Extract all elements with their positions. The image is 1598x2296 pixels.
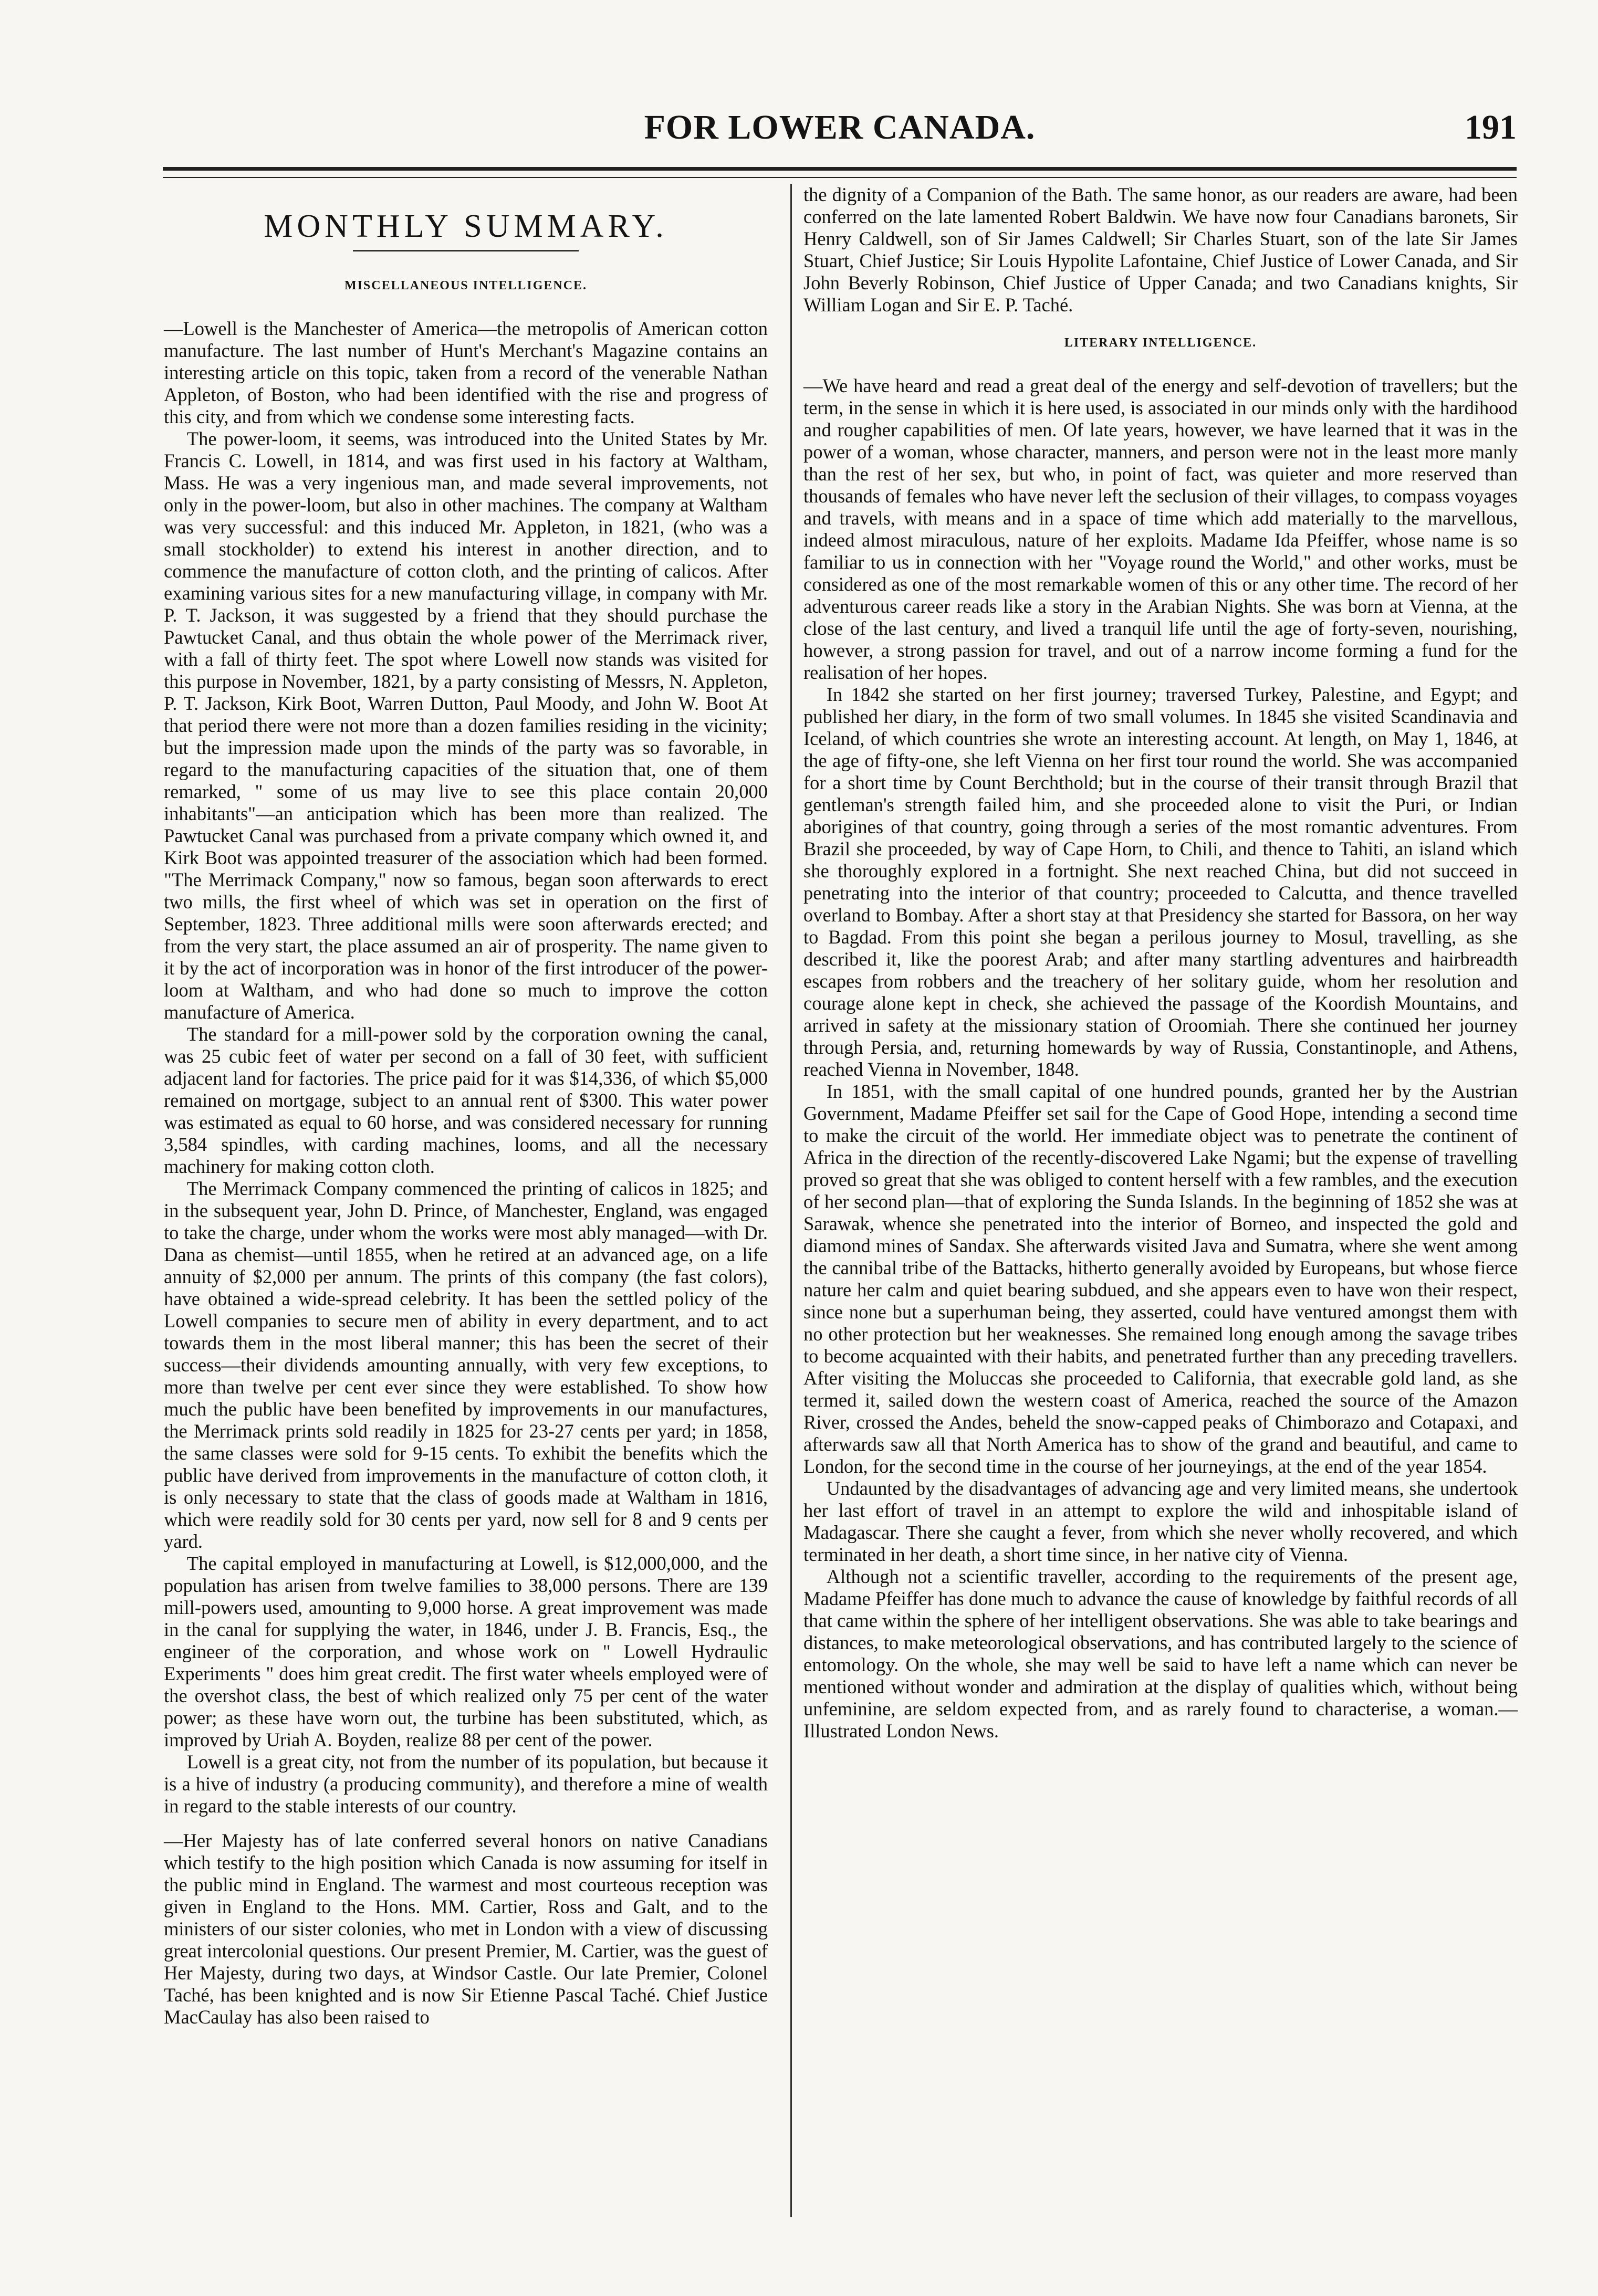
section-head-miscellaneous: MISCELLANEOUS INTELLIGENCE. bbox=[344, 279, 588, 292]
running-head: FOR LOWER CANADA. bbox=[644, 108, 1036, 146]
paragraph: Undaunted by the disadvantages of advancing age and very limited means, she undertook her last effort of travel in an attempt to explore the wild and inhospitable island of Madagascar. There she caught a fever, from which she never wholly recovered, and which terminated in her death, a short time since, in her native city of Vienna. bbox=[803, 1477, 1518, 1565]
spacer bbox=[164, 1817, 768, 1830]
paragraph: —We have heard and read a great deal of the energy and self-devotion of travellers; but the term, in the sense in which it is here used, is associated in our minds only with the hardihood and rougher capabilities of men. Of late years, however, we have learned that it was in the power of a woman, whose character, manners, and person were not in the least more manly than the rest of her sex, but who, in point of fact, was quieter and more reserved than thousands of females who have never left the seclusion of their villages, to compass voyages and travels, with means and in a space of time which add materially to the marvellous, indeed almost miraculous, nature of her exploits. Madame Ida Pfeiffer, whose name is so familiar to us in connection with her "Voyage round the World," and other works, must be considered as one of the most remarkable women of this or any other time. The record of her adventurous career reads like a story in the Arabian Nights. She was born at Vienna, at the close of the last century, and lived a tranquil life until the age of forty-seven, nourishing, however, a strong passion for travel, and out of a narrow income forming a fund for the realisation of her hopes. bbox=[803, 375, 1518, 683]
paragraph: The power-loom, it seems, was introduced into the United States by Mr. Francis C. Lowell, in 1814, and was first used in his factory at Waltham, Mass. He was a very ingenious man, and made several improvements, not only in the power-loom, but also in other machines. The company at Waltham was very successful: and this induced Mr. Appleton, in 1821, (who was a small stockholder) to extend his interest in another direction, and to commence the manufacture of cotton cloth, and the printing of calicos. After examining various sites for a new manufacturing village, in company with Mr. P. T. Jackson, it was suggested by a friend that they should purchase the Pawtucket Canal, and thus obtain the whole power of the Merrimack river, with a fall of thirty feet. The spot where Lowell now stands was visited for this purpose in November, 1821, by a party consisting of Messrs, N. Appleton, P. T. Jackson, Kirk Boot, Warren Dutton, Paul Moody, and John W. Boot At that period there were not more than a dozen families residing in the vicinity; but the impression made upon the minds of the party was so favorable, in regard to the manufacturing capacities of the situation that, one of them remarked, " some of us may live to see this place contain 20,000 inhabitants"—an anticipation which has been more than realized. The Pawtucket Canal was purchased from a private company which owned it, and Kirk Boot was appointed treasurer of the association which had been formed. "The Merrimack Company," now so famous, began soon afterwards to erect two mills, the first wheel of which was set in operation on the first of September, 1823. Three additional mills were soon afterwards erected; and from the very start, the place assumed an air of prosperity. The name given to it by the act of incorporation was in honor of the first introducer of the power-loom at Waltham, and who had done so much to improve the cotton manufacture of America. bbox=[164, 428, 768, 1023]
title-rule bbox=[353, 250, 579, 251]
page-number: 191 bbox=[1465, 108, 1517, 146]
left-column bbox=[164, 184, 768, 2028]
header-rule-thin bbox=[163, 177, 1517, 178]
paragraph: The standard for a mill-power sold by the corporation owning the canal, was 25 cubic feet of water per second on a fall of 30 feet, with sufficient adjacent land for factories. The price paid for it was $14,336, of which $5,000 remained on mortgage, subject to an annual rent of $300. This water power was estimated as equal to 60 horse, and was considered necessary for running 3,584 spindles, with carding machines, looms, and all the necessary machinery for making cotton cloth. bbox=[164, 1023, 768, 1177]
paragraph: In 1842 she started on her first journey; traversed Turkey, Palestine, and Egypt; and published her diary, in the form of two small volumes. In 1845 she visited Scandinavia and Iceland, of which countries she wrote an interesting account. At length, on May 1, 1846, at the age of fifty-one, she left Vienna on her first tour round the world. She was accompanied for a short time by Count Berchthold; but in the course of their transit through Brazil that gentleman's strength failed him, and she proceeded alone to visit the Puri, or Indian aborigines of that country, going through a series of the most romantic adventures. From Brazil she proceeded, by way of Cape Horn, to Chili, and thence to Tahiti, an island which she thoroughly explored in a fortnight. She next reached China, but did not succeed in penetrating into the interior of that country; proceeded to Calcutta, and thence travelled overland to Bombay. After a short stay at that Presidency she started for Bassora, on her way to Bagdad. From this point she began a perilous journey to Mosul, travelling, as she described it, like the poorest Arab; and after many startling adventures and hairbreadth escapes from robbers and the treachery of her solitary guide, whom her resolution and courage alone kept in check, she achieved the passage of the Koordish Mountains, and arrived in safety at the missionary station of Oroomiah. There she continued her journey through Persia, and, returning homewards by way of Russia, Constantinople, and Athens, reached Vienna in November, 1848. bbox=[803, 684, 1518, 1080]
header-rule-thick bbox=[163, 167, 1517, 171]
paragraph: —Lowell is the Manchester of America—the metropolis of American cotton manufacture. The last number of Hunt's Merchant's Magazine contains an interesting article on this topic, taken from a record of the venerable Nathan Appleton, of Boston, who had been identified with the rise and progress of this city, and from which we condense some interesting facts. bbox=[164, 318, 768, 427]
paragraph: Lowell is a great city, not from the number of its population, but because it is a hive of industry (a producing community), and therefore a mine of wealth in regard to the stable interests of our country. bbox=[164, 1751, 768, 1817]
section-head-literary: LITERARY INTELLIGENCE. bbox=[1064, 336, 1257, 350]
paragraph: The Merrimack Company commenced the printing of calicos in 1825; and in the subsequent year, John D. Prince, of Manchester, England, was engaged to take the charge, under whom the works were most ably managed—with Dr. Dana as chemist—until 1855, when he retired at an advanced age, on a life annuity of $2,000 per annum. The prints of this company (the fast colors), have obtained a wide-spread celebrity. It has been the settled policy of the Lowell companies to secure men of ability in every department, and to act towards them in the most liberal manner; this has been the secret of their success—their dividends amounting annually, with very few exceptions, to more than twelve per cent ever since they were established. To show how much the public have been benefited by improvements in our manufactures, the Merrimack prints sold readily in 1825 for 23-27 cents per yard; in 1858, the same classes were sold for 9-15 cents. To exhibit the benefits which the public have derived from improvements in the manufacture of cotton cloth, it is only necessary to state that the class of goods made at Waltham in 1816, which were readily sold for 30 cents per yard, now sell for 8 and 9 cents per yard. bbox=[164, 1178, 768, 1552]
paragraph: the dignity of a Companion of the Bath. The same honor, as our readers are aware, had been conferred on the late lamented Robert Baldwin. We have now four Canadians baronets, Sir Henry Caldwell, son of Sir James Caldwell; Sir Charles Stuart, son of the late Sir James Stuart, Chief Justice; Sir Louis Hypolite Lafontaine, Chief Justice of Lower Canada, and Sir John Beverly Robinson, Chief Justice of Upper Canada; and two Canadians knights, Sir William Logan and Sir E. P. Taché. bbox=[803, 184, 1518, 316]
paragraph: Although not a scientific traveller, according to the requirements of the present age, Madame Pfeiffer has done much to advance the cause of knowledge by faithful records of all that came within the sphere of her intelligent observations. She was able to take bearings and distances, to make meteorological observations, and has contributed largely to the science of entomology. On the whole, she may well be said to have left a name which can never be mentioned without wonder and admiration at the display of qualities which, without being unfeminine, are seldom expected from, and as rarely found to characterise, a woman.—Illustrated London News. bbox=[803, 1566, 1518, 1742]
paragraph: —Her Majesty has of late conferred several honors on native Canadians which testify to the high position which Canada is now assuming for itself in the public mind in England. The warmest and most courteous reception was given in England to the Hons. MM. Cartier, Ross and Galt, and to the ministers of our sister colonies, who met in London with a view of discussing great intercolonial questions. Our present Premier, M. Cartier, was the guest of Her Majesty, during two days, at Windsor Castle. Our late Premier, Colonel Taché, has been knighted and is now Sir Etienne Pascal Taché. Chief Justice MacCaulay has also been raised to bbox=[164, 1830, 768, 2028]
section-title: MONTHLY SUMMARY. bbox=[264, 208, 668, 244]
paragraph: The capital employed in manufacturing at Lowell, is $12,000,000, and the population has arisen from twelve families to 38,000 persons. There are 139 mill-powers used, amounting to 9,000 horse. A great improvement was made in the canal for supplying the water, in 1846, under J. B. Francis, Esq., the engineer of the corporation, and whose work on " Lowell Hydraulic Experiments " does him great credit. The first water wheels employed were of the overshot class, the best of which realized only 75 per cent of the water power; as these have worn out, the turbine has been substituted, which, as improved by Uriah A. Boyden, realize 88 per cent of the power. bbox=[164, 1553, 768, 1750]
paragraph: In 1851, with the small capital of one hundred pounds, granted her by the Austrian Government, Madame Pfeiffer set sail for the Cape of Good Hope, intending a second time to make the circuit of the world. Her immediate object was to penetrate the continent of Africa in the direction of the recently-discovered Lake Ngami; but the expense of travelling proved so great that she was obliged to content herself with a few rambles, and the execution of her second plan—that of exploring the Sunda Islands. In the beginning of 1852 she was at Sarawak, whence she penetrated into the interior of Borneo, and inspected the gold and diamond mines of Sandax. She afterwards visited Java and Sumatra, where she went among the cannibal tribe of the Battacks, hitherto generally avoided by Europeans, but whose fierce nature her calm and quiet bearing subdued, and she appears even to have won their respect, since none but a superhuman being, they asserted, could have ventured amongst them with no other protection but her weaknesses. She remained long enough among the savage tribes to become acquainted with their habits, and penetrated further than any preceding travellers. After visiting the Moluccas she proceeded to California, that execrable gold land, as she termed it, sailed down the western coast of America, reached the source of the Amazon River, crossed the Andes, beheld the snow-capped peaks of Chimborazo and Cotapaxi, and afterwards saw all that North America has to show of the grand and beautiful, and came to London, for the second time in the course of her journeyings, at the end of the year 1854. bbox=[803, 1081, 1518, 1477]
right-column bbox=[803, 184, 1518, 1742]
column-divider bbox=[790, 184, 792, 2217]
page-header bbox=[163, 108, 1517, 160]
